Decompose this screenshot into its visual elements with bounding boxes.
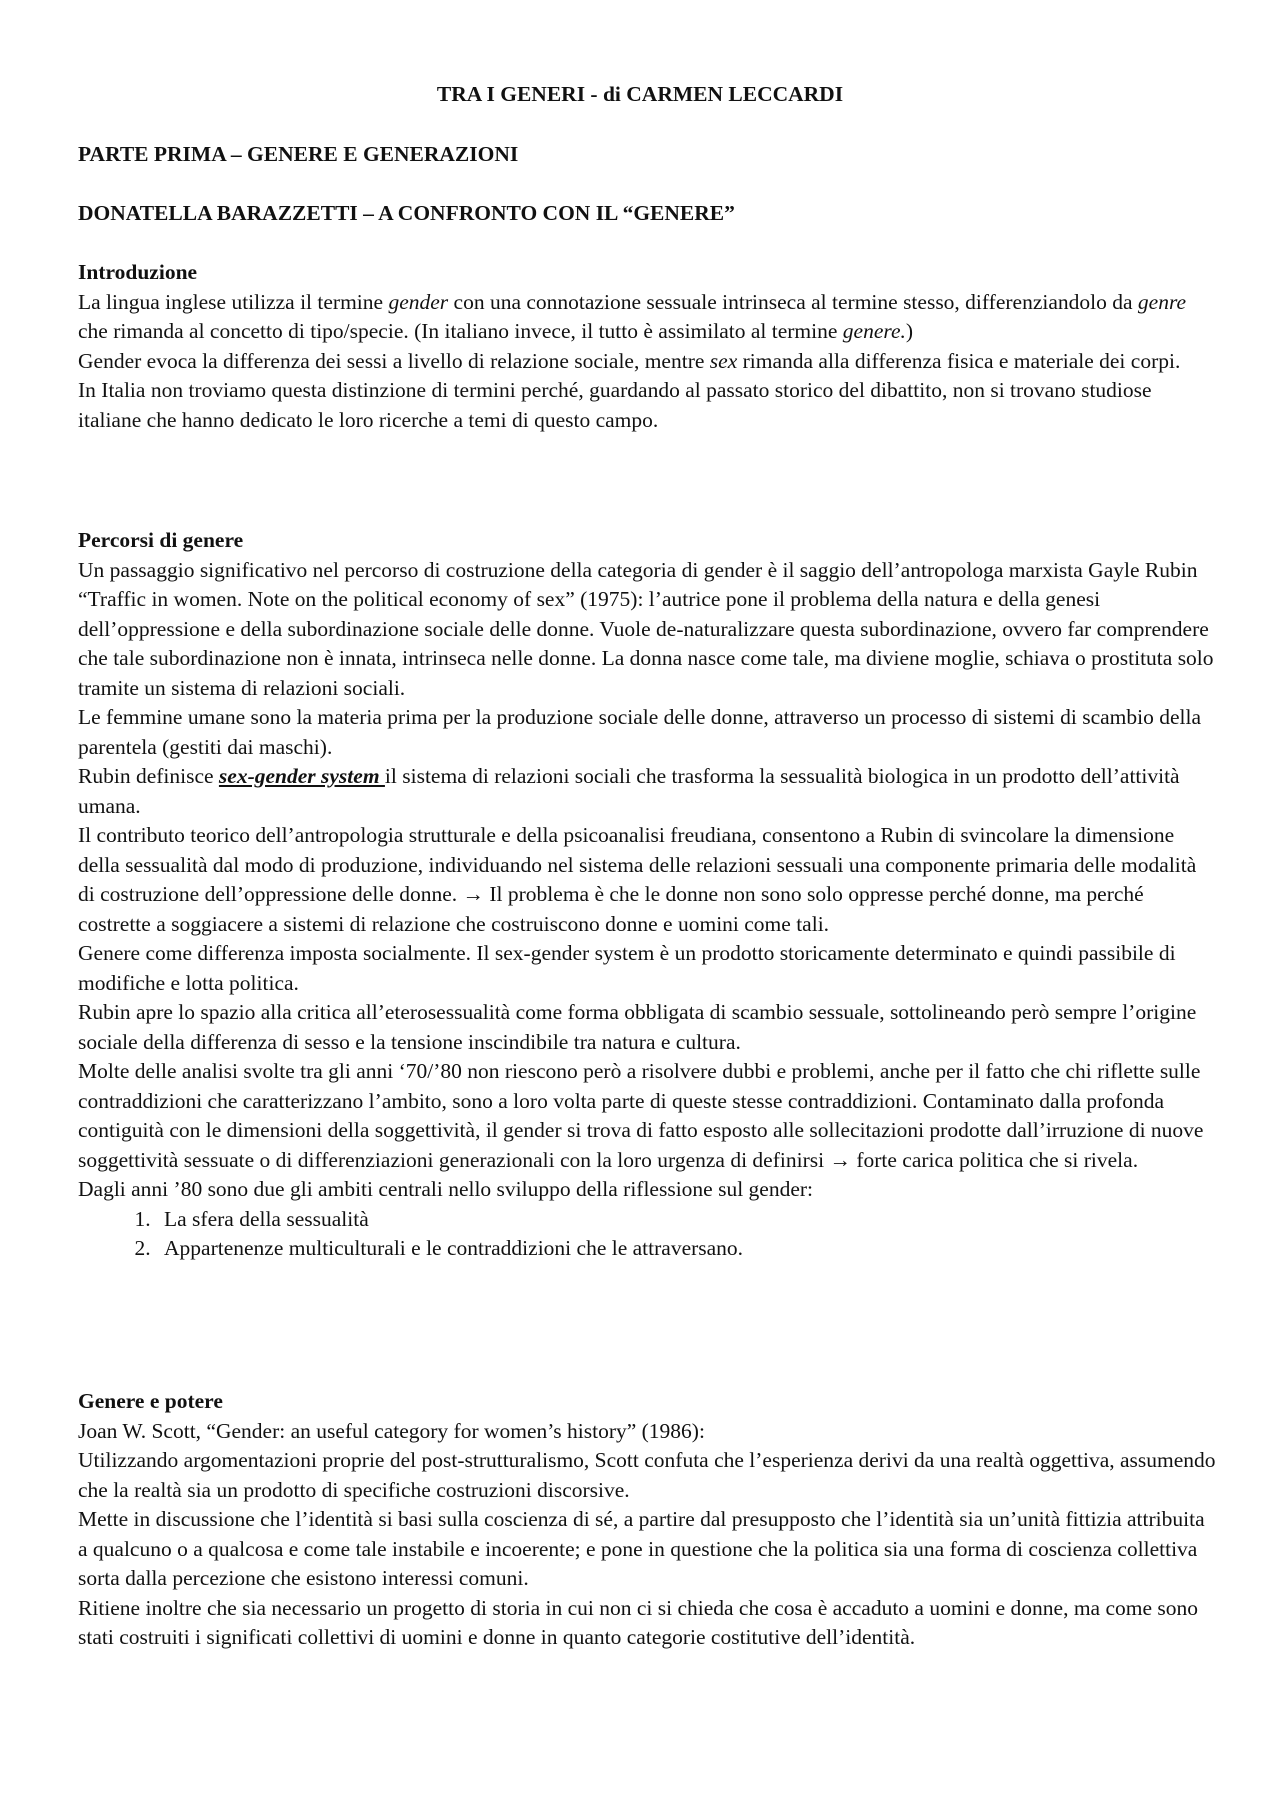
section-heading: Introduzione <box>78 260 198 284</box>
arrow-icon: → <box>462 882 485 906</box>
list-item: 2. Appartenenze multiculturali e le contraddizioni che le attraversano. <box>156 1234 1218 1264</box>
section-introduzione <box>78 258 1218 435</box>
section-percorsi <box>78 526 1218 1264</box>
numbered-list <box>78 1205 1218 1264</box>
paragraph: Dagli anni ’80 sono due gli ambiti centrali nello sviluppo della riflessione sul gender: <box>78 1177 814 1201</box>
arrow-icon: → <box>829 1147 851 1172</box>
paragraph: In Italia non troviamo questa distinzione di termini perché, guardando al passato storico del dibattito, non si trovano studiose italiane che hanno dedicato le loro ricerche a temi di questo campo. <box>78 378 1152 432</box>
document-title: TRA I GENERI - di CARMEN LECCARDI <box>436 82 844 106</box>
part-heading: PARTE PRIMA – GENERE E GENERAZIONI <box>78 142 519 166</box>
paragraph: Rubin definisce sex-gender system il sistema di relazioni sociali che trasforma la sessualità biologica in un prodotto dell’attività umana. <box>78 764 1180 818</box>
section-heading: Percorsi di genere <box>78 528 244 552</box>
paragraph: Rubin apre lo spazio alla critica all’eterosessualità come forma obbligata di scambio sessuale, sottolineando però sempre l’origine sociale della differenza di sesso e la tensione inscindibile tra natura e cultura. <box>78 1000 1197 1054</box>
italic-term: gender <box>388 289 449 314</box>
paragraph: Il contributo teorico dell’antropologia strutturale e della psicoanalisi freudiana, consentono a Rubin di svincolare la dimensione della sessualità dal modo di produzione, individuando nel sistema delle relazioni sessuali una componente primaria delle modalità di costruzione dell’oppressione delle donne. → Il problema è che le donne non sono solo oppresse perché donne, ma perché costrette a soggiacere a sistemi di relazione che costruiscono donne e uomini come tali. <box>78 823 1197 936</box>
italic-term: genre <box>1137 289 1187 314</box>
paragraph: Un passaggio significativo nel percorso di costruzione della categoria di gender è il saggio dell’antropologa marxista Gayle Rubin “Traffic in women. Note on the political economy of sex” (1975): l’autrice pone il problema della natura e della genesi dell’oppressione e della subordinazione sociale delle donne. Vuole de-naturalizzare questa subordinazione, ovvero far comprendere che tale subordinazione non è innata, intrinseca nelle donne. La donna nasce come tale, ma diviene moglie, schiava o prostituta solo tramite un sistema di relazioni sociali. <box>78 557 1214 700</box>
section-potere <box>78 1387 1218 1653</box>
paragraph: Le femmine umane sono la materia prima per la produzione sociale delle donne, attraverso un processo di sistemi di scambio della parentela (gestiti dai maschi). <box>78 705 1202 759</box>
paragraph: Utilizzando argomentazioni proprie del post-strutturalismo, Scott confuta che l’esperienza derivi da una realtà oggettiva, assumendo che la realtà sia un prodotto di specifiche costruzioni discorsive. <box>78 1448 1216 1502</box>
italic-term: sex <box>709 348 738 373</box>
list-item: 1. La sfera della sessualità <box>156 1205 1218 1235</box>
chapter-heading: DONATELLA BARAZZETTI – A CONFRONTO CON IL “GENERE” <box>78 201 735 225</box>
paragraph: Ritiene inoltre che sia necessario un progetto di storia in cui non ci si chieda che cosa è accaduto a uomini e donne, ma come sono stati costruiti i significati collettivi di uomini e donne in quanto categorie costitutive dell’identità. <box>78 1595 1199 1649</box>
paragraph: Joan W. Scott, “Gender: an useful category for women’s history” (1986): <box>78 1418 705 1443</box>
paragraph: La lingua inglese utilizza il termine gender con una connotazione sessuale intrinseca al termine stesso, differenziandolo da genre che rimanda al concetto di tipo/specie. (In italiano invece, il tutto è assimilato al termine genere.) <box>78 289 1187 343</box>
section-heading: Genere e potere <box>78 1389 223 1413</box>
key-term: sex-gender system <box>218 764 385 788</box>
paragraph: Mette in discussione che l’identità si basi sulla coscienza di sé, a partire dal presupposto che l’identità sia un’unità fittizia attribuita a qualcuno o a qualcosa e come tale instabile e incoerente; e pone in questione che la politica sia una forma di coscienza collettiva sorta dalla percezione che esistono interessi comuni. <box>78 1507 1205 1590</box>
italic-term: genere. <box>842 319 906 343</box>
paragraph: Gender evoca la differenza dei sessi a livello di relazione sociale, mentre sex rimanda alla differenza fisica e materiale dei corpi. <box>78 348 1181 373</box>
paragraph: Molte delle analisi svolte tra gli anni ‘70/’80 non riescono però a risolvere dubbi e problemi, anche per il fatto che chi riflette sulle contraddizioni che caratterizzano l’ambito, sono a loro volta parte di queste stesse contraddizioni. Contaminato dalla profonda contiguità con le dimensioni della soggettività, il gender si trova di fatto esposto alle sollecitazioni prodotte dall’irruzione di nuove soggettività sessuate o di differenziazioni generazionali con la loro urgenza di definirsi → forte carica politica che si rivela. <box>78 1059 1204 1172</box>
paragraph: Genere come differenza imposta socialmente. Il sex-gender system è un prodotto storicamente determinato e quindi passibile di modifiche e lotta politica. <box>78 941 1176 995</box>
